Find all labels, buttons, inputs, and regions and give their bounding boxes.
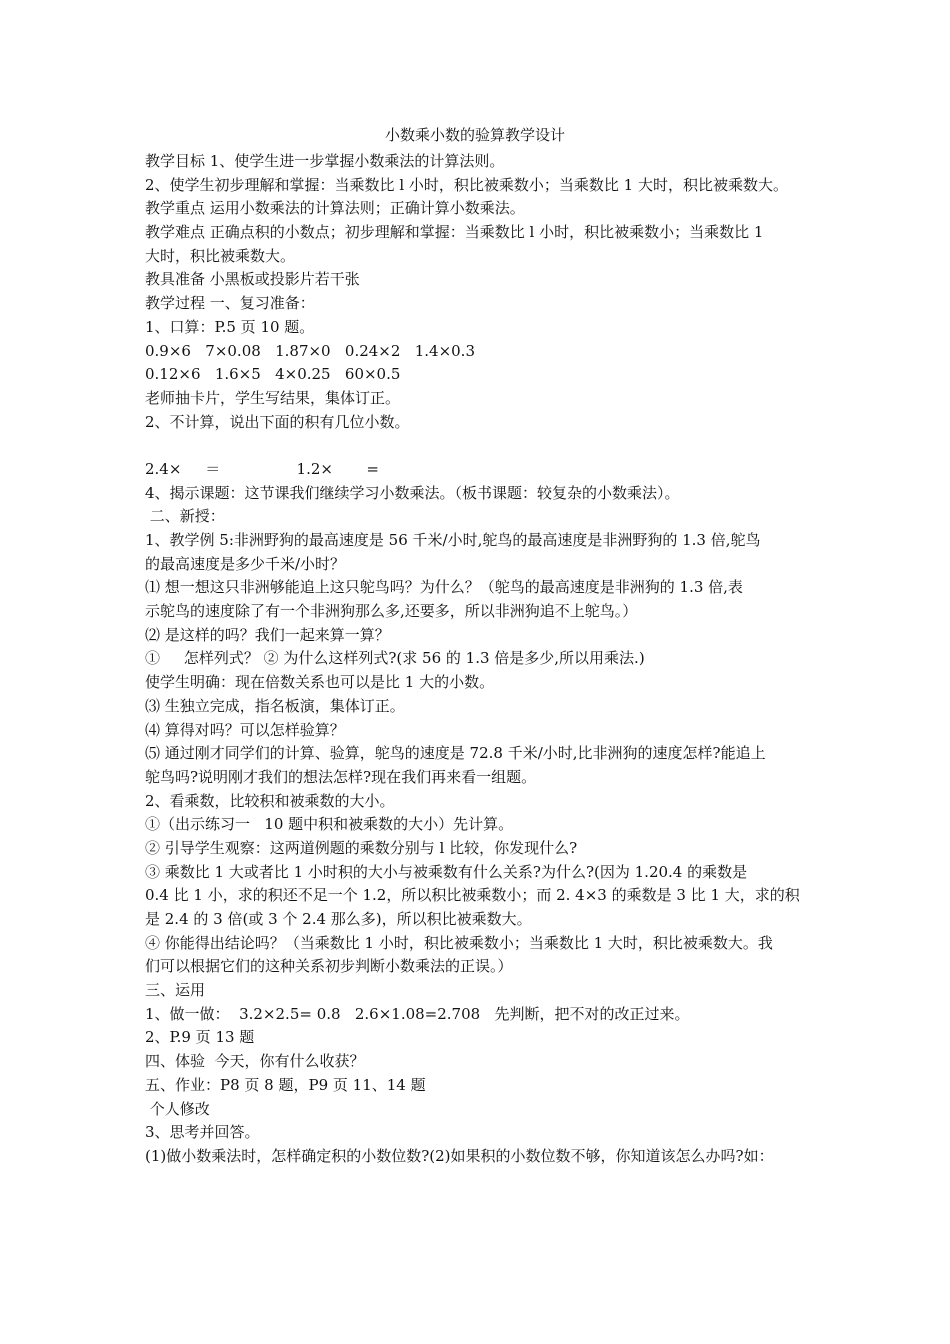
text-line: 示鸵鸟的速度除了有一个非洲狗那么多,还要多，所以非洲狗追不上鸵鸟。） bbox=[145, 602, 638, 621]
text-line: ⑵ 是这样的吗？我们一起来算一算？ bbox=[145, 625, 390, 644]
text-line: ② 引导学生观察：这两道例题的乘数分别与 l 比较，你发现什么? bbox=[145, 838, 578, 857]
text-line: 教具准备 小黑板或投影片若干张 bbox=[145, 270, 360, 289]
text-line: 2、不计算，说出下面的积有几位小数。 bbox=[145, 412, 410, 431]
text-line: 教学重点 运用小数乘法的计算法则；正确计算小数乘法。 bbox=[145, 199, 525, 218]
text-line: 二、新授： bbox=[145, 507, 225, 526]
document-body bbox=[145, 150, 825, 1169]
text-line: 1、做一做： 3.2×2.5= 0.8 2.6×1.08=2.708 先判断，把不对的改正过来。 bbox=[145, 1004, 690, 1023]
text-line: 的最高速度是多少千米/小时？ bbox=[145, 554, 346, 573]
text-line: 4、揭示课题：这节课我们继续学习小数乘法。（板书课题：较复杂的小数乘法）。 bbox=[145, 483, 680, 502]
text-line: 0.9×6 7×0.08 1.87×0 0.24×2 1.4×0.3 bbox=[145, 341, 475, 360]
text-line: 教学目标 1、使学生进一步掌握小数乘法的计算法则。 bbox=[145, 152, 505, 170]
text-line: 们可以根据它们的这种关系初步判断小数乘法的正误。） bbox=[145, 957, 513, 976]
text-line: ⑷ 算得对吗？可以怎样验算？ bbox=[145, 720, 345, 739]
text-line: 五、作业：P8 页 8 题，P9 页 11、14 题 bbox=[145, 1075, 426, 1094]
text-line: 2.4× ＝ 1.2× = bbox=[145, 459, 379, 478]
text-line: 是 2.4 的 3 倍(或 3 个 2.4 那么多)，所以积比被乘数大。 bbox=[145, 910, 532, 928]
text-line: ④ 你能得出结论吗？（当乘数比 1 小时，积比被乘数小；当乘数比 1 大时，积比被乘数大。我 bbox=[145, 933, 773, 952]
text-line: (1)做小数乘法时，怎样确定积的小数位数?(2)如果积的小数位数不够，你知道该怎么办吗?如： bbox=[145, 1146, 774, 1165]
text-line: 三、运用 bbox=[145, 981, 206, 1000]
text-line: ⑶ 生独立完成，指名板演，集体订正。 bbox=[145, 696, 405, 715]
text-line: ⑴ 想一想这只非洲够能追上这只鸵鸟吗？为什么？（鸵鸟的最高速度是非洲狗的 1.3 倍,表 bbox=[145, 578, 743, 597]
text-line: 教学过程 一、复习准备： bbox=[145, 294, 315, 313]
text-line: ③ 乘数比 1 大或者比 1 小时积的大小与被乘数有什么关系?为什么?(因为 1.20.4 的乘数是 bbox=[145, 862, 748, 881]
text-line: 教学难点 正确点积的小数点；初步理解和掌握：当乘数比 l 小时，积比被乘数小；当乘数比 1 bbox=[145, 223, 764, 242]
text-line: ①（出示练习一 10 题中积和被乘数的大小）先计算。 bbox=[145, 815, 514, 834]
document-title: 小数乘小数的验算教学设计 bbox=[384, 126, 565, 144]
text-line: 2、看乘数，比较积和被乘数的大小。 bbox=[145, 791, 395, 810]
blank-line bbox=[145, 434, 825, 458]
text-line: ① 怎样列式？ ② 为什么这样列式?(求 56 的 1.3 倍是多少,所以用乘法.) bbox=[145, 649, 645, 668]
text-line: 鸵鸟吗?说明刚才我们的想法怎样?现在我们再来看一组题。 bbox=[145, 767, 537, 786]
text-line: 0.4 比 1 小，求的积还不足一个 1.2，所以积比被乘数小；而 2. 4×3 的乘数是 3 比 1 大，求的积 bbox=[145, 886, 800, 905]
text-line: 使学生明确：现在倍数关系也可以是比 1 大的小数。 bbox=[145, 673, 495, 692]
text-line: 个人修改 bbox=[145, 1099, 210, 1118]
text-line: 大时，积比被乘数大。 bbox=[145, 246, 296, 265]
text-line: 老师抽卡片，学生写结果，集体订正。 bbox=[145, 388, 401, 407]
text-line: 0.12×6 1.6×5 4×0.25 60×0.5 bbox=[145, 365, 401, 384]
text-line: 2、使学生初步理解和掌握：当乘数比 l 小时，积比被乘数小；当乘数比 1 大时，积比被乘数大。 bbox=[145, 175, 788, 194]
text-line: 2、P.9 页 13 题 bbox=[145, 1028, 255, 1047]
text-line: 1、口算：P.5 页 10 题。 bbox=[145, 317, 315, 336]
text-line: 四、体验 今天，你有什么收获？ bbox=[145, 1052, 365, 1071]
text-line: ⑸ 通过刚才同学们的计算、验算，鸵鸟的速度是 72.8 千米/小时,比非洲狗的速度怎样?能追上 bbox=[145, 744, 766, 763]
text-line: 3、思考并回答。 bbox=[145, 1123, 260, 1142]
text-line: 1、教学例 5:非洲野狗的最高速度是 56 千米/小时,鸵鸟的最高速度是非洲野狗的 1.3 倍,鸵鸟 bbox=[145, 531, 761, 549]
